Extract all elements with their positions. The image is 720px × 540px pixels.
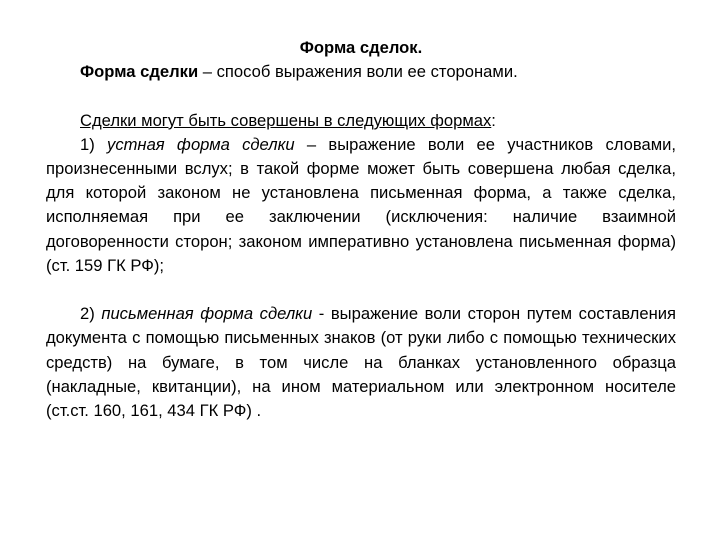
intro-underlined-text: Сделки могут быть совершены в следующих формах <box>80 110 492 130</box>
slide-title-text: Форма сделок <box>299 38 418 57</box>
slide-title-dot: . <box>417 38 423 57</box>
spacer <box>46 278 676 302</box>
spacer <box>46 84 676 108</box>
list-item-text: – выражение воли ее участников словами, произнесенными вслух; в такой форме может быть совершена любая сделка, для которой законом не установлена письменная форма, а также сделка, исполняемая при ее заключении (исключения: наличие взаимной договоренности сторон; законом императивно установлена письменная форма) (ст. 159 ГК РФ); <box>46 134 677 275</box>
intro-paragraph <box>46 109 676 133</box>
list-item-text: - выражение воли сторон путем составления документа с помощью письменных знаков (от руки либо с помощью технических средств) на бумаге, в том числе на бланках установленного образца (накладные, квитанции), на ином материальном или электронном носителе (ст.ст. 160, 161, 434 ГК РФ) . <box>46 304 676 421</box>
slide-title <box>46 36 676 60</box>
definition-term: Форма сделки <box>80 62 199 82</box>
list-item-term: письменная форма сделки <box>101 304 313 324</box>
list-item-number: 2) <box>80 304 102 324</box>
slide-content <box>46 36 676 423</box>
list-item-term: устная форма сделки <box>107 134 295 154</box>
list-item-number: 1) <box>80 134 108 154</box>
list-item-written-form <box>46 302 676 423</box>
intro-colon: : <box>491 110 496 130</box>
definition-paragraph <box>46 60 676 84</box>
list-item-oral-form <box>46 133 676 278</box>
definition-text: – способ выражения воли ее сторонами. <box>198 62 518 82</box>
